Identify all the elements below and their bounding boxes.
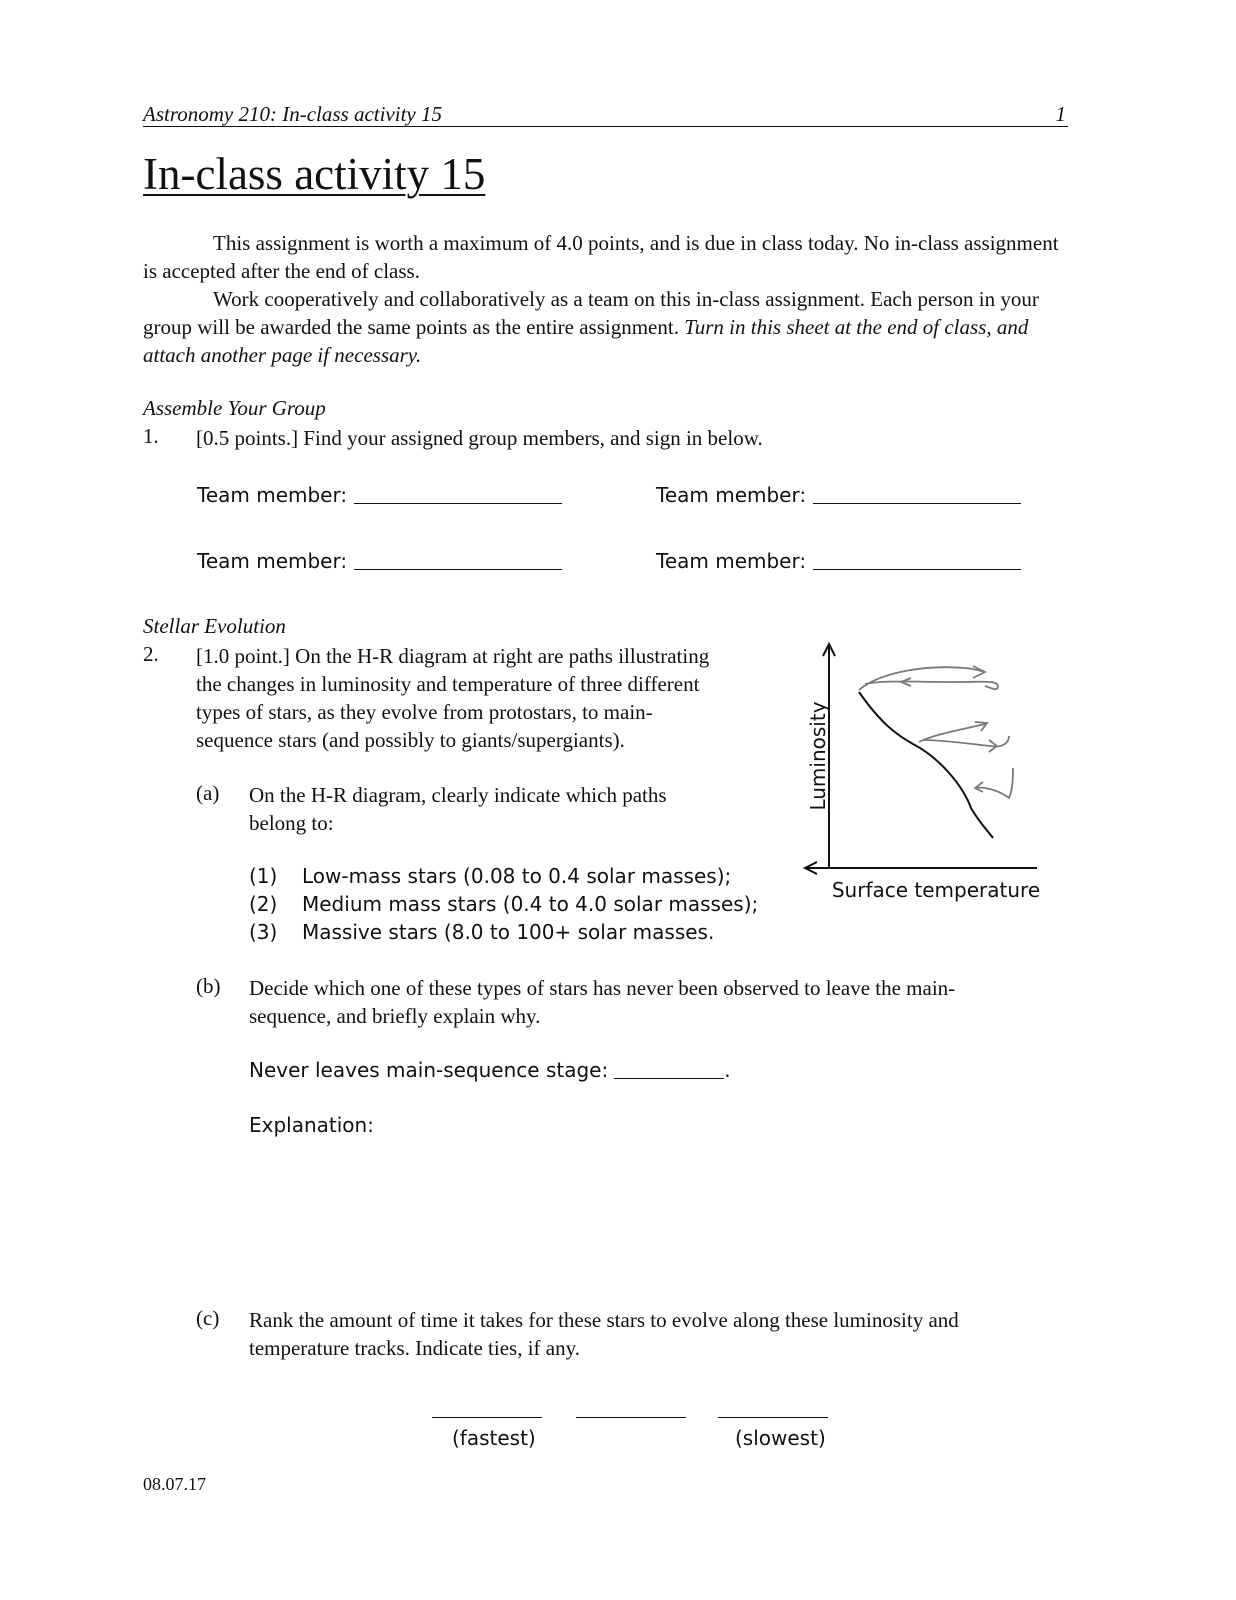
hr-diagram[interactable] <box>795 636 1045 906</box>
part-b-text <box>249 974 955 1030</box>
part-b-line: sequence, and briefly explain why. <box>249 1004 541 1028</box>
part-a-line: On the H-R diagram, clearly indicate which paths <box>249 783 667 807</box>
intro-text-2: Work cooperatively and collaboratively as a team on this in-class assignment. Each person in your group will be awarded the same points as the entire assignment. <box>143 287 1039 339</box>
rank-blank-slowest[interactable] <box>718 1417 828 1418</box>
main-sequence-curve <box>859 692 993 838</box>
page-title: In-class activity 15 <box>143 149 486 199</box>
question-number-1: 1. <box>143 424 159 448</box>
intro-text-1: This assignment is worth a maximum of 4.0 points, and is due in class today. No in-class assignment is accepted after the end of class. <box>143 231 1059 283</box>
list-item-number: (3) <box>249 920 278 944</box>
part-a-label: (a) <box>196 781 220 805</box>
part-c-label: (c) <box>196 1306 220 1330</box>
intro-paragraph-2 <box>143 285 1073 369</box>
team-member-field-4[interactable] <box>656 549 1021 573</box>
never-leaves-suffix: . <box>724 1058 731 1082</box>
part-b-label: (b) <box>196 974 221 998</box>
part-a-line: belong to: <box>249 811 334 835</box>
running-title: Astronomy 210: In-class activity 15 <box>143 102 442 126</box>
fastest-label: (fastest) <box>452 1426 536 1450</box>
massive-star-track <box>859 667 985 690</box>
team-member-label: Team member: <box>656 549 807 573</box>
part-c-line: Rank the amount of time it takes for these stars to evolve along these luminosity and <box>249 1308 959 1332</box>
list-item-text: Low-mass stars (0.08 to 0.4 solar masses); <box>302 864 732 888</box>
list-item-number: (2) <box>249 892 278 916</box>
never-leaves-label: Never leaves main-sequence stage: <box>249 1058 609 1082</box>
intro-text-2-italic: Turn in this sheet at the end of class, and attach another page if necessary. <box>143 315 1029 367</box>
y-axis-label: Luminosity <box>806 701 830 811</box>
section-heading-stellar: Stellar Evolution <box>143 614 286 638</box>
team-member-label: Team member: <box>197 483 348 507</box>
question-text-2-line: the changes in luminosity and temperature of three different <box>196 672 700 696</box>
question-text-2-line: [1.0 point.] On the H-R diagram at right are paths illustrating <box>196 644 710 668</box>
evolution-tracks[interactable] <box>859 666 1013 798</box>
list-item-text: Medium mass stars (0.4 to 4.0 solar masses); <box>302 892 759 916</box>
team-member-field-2[interactable] <box>656 483 1021 507</box>
signature-line[interactable] <box>354 485 562 504</box>
rank-blank-fastest[interactable] <box>432 1417 542 1418</box>
team-member-label: Team member: <box>197 549 348 573</box>
question-text-2-line: sequence stars (and possibly to giants/supergiants). <box>196 728 625 752</box>
slowest-label: (slowest) <box>735 1426 826 1450</box>
list-item-number: (1) <box>249 864 278 888</box>
part-b-line: Decide which one of these types of stars has never been observed to leave the main- <box>249 976 956 1000</box>
explanation-label: Explanation: <box>249 1113 374 1137</box>
intro-paragraph-1 <box>143 229 1073 285</box>
question-text-2 <box>196 642 709 754</box>
rank-blank-middle[interactable] <box>576 1417 686 1418</box>
signature-line[interactable] <box>354 551 562 570</box>
part-c-text <box>249 1306 959 1362</box>
part-c-line: temperature tracks. Indicate ties, if any. <box>249 1336 580 1360</box>
page-number: 1 <box>1055 102 1066 126</box>
list-item-text: Massive stars (8.0 to 100+ solar masses. <box>302 920 715 944</box>
running-header <box>143 102 1068 127</box>
team-member-field-1[interactable] <box>197 483 562 507</box>
team-member-field-3[interactable] <box>197 549 562 573</box>
question-text-1: [0.5 points.] Find your assigned group members, and sign in below. <box>196 426 763 450</box>
signature-line[interactable] <box>813 485 1021 504</box>
never-leaves-answer[interactable] <box>249 1058 731 1082</box>
question-number-2: 2. <box>143 642 159 666</box>
team-member-label: Team member: <box>656 483 807 507</box>
signature-line[interactable] <box>813 551 1021 570</box>
x-axis-label: Surface temperature <box>831 878 1041 902</box>
section-heading-assemble: Assemble Your Group <box>143 396 326 420</box>
part-a-text <box>249 781 667 837</box>
question-text-2-line: types of stars, as they evolve from protostars, to main- <box>196 700 653 724</box>
never-leaves-blank[interactable] <box>614 1060 724 1079</box>
hr-axes <box>805 644 1037 874</box>
footer-date: 08.07.17 <box>143 1474 206 1494</box>
explanation-answer-area[interactable] <box>249 1145 1049 1285</box>
